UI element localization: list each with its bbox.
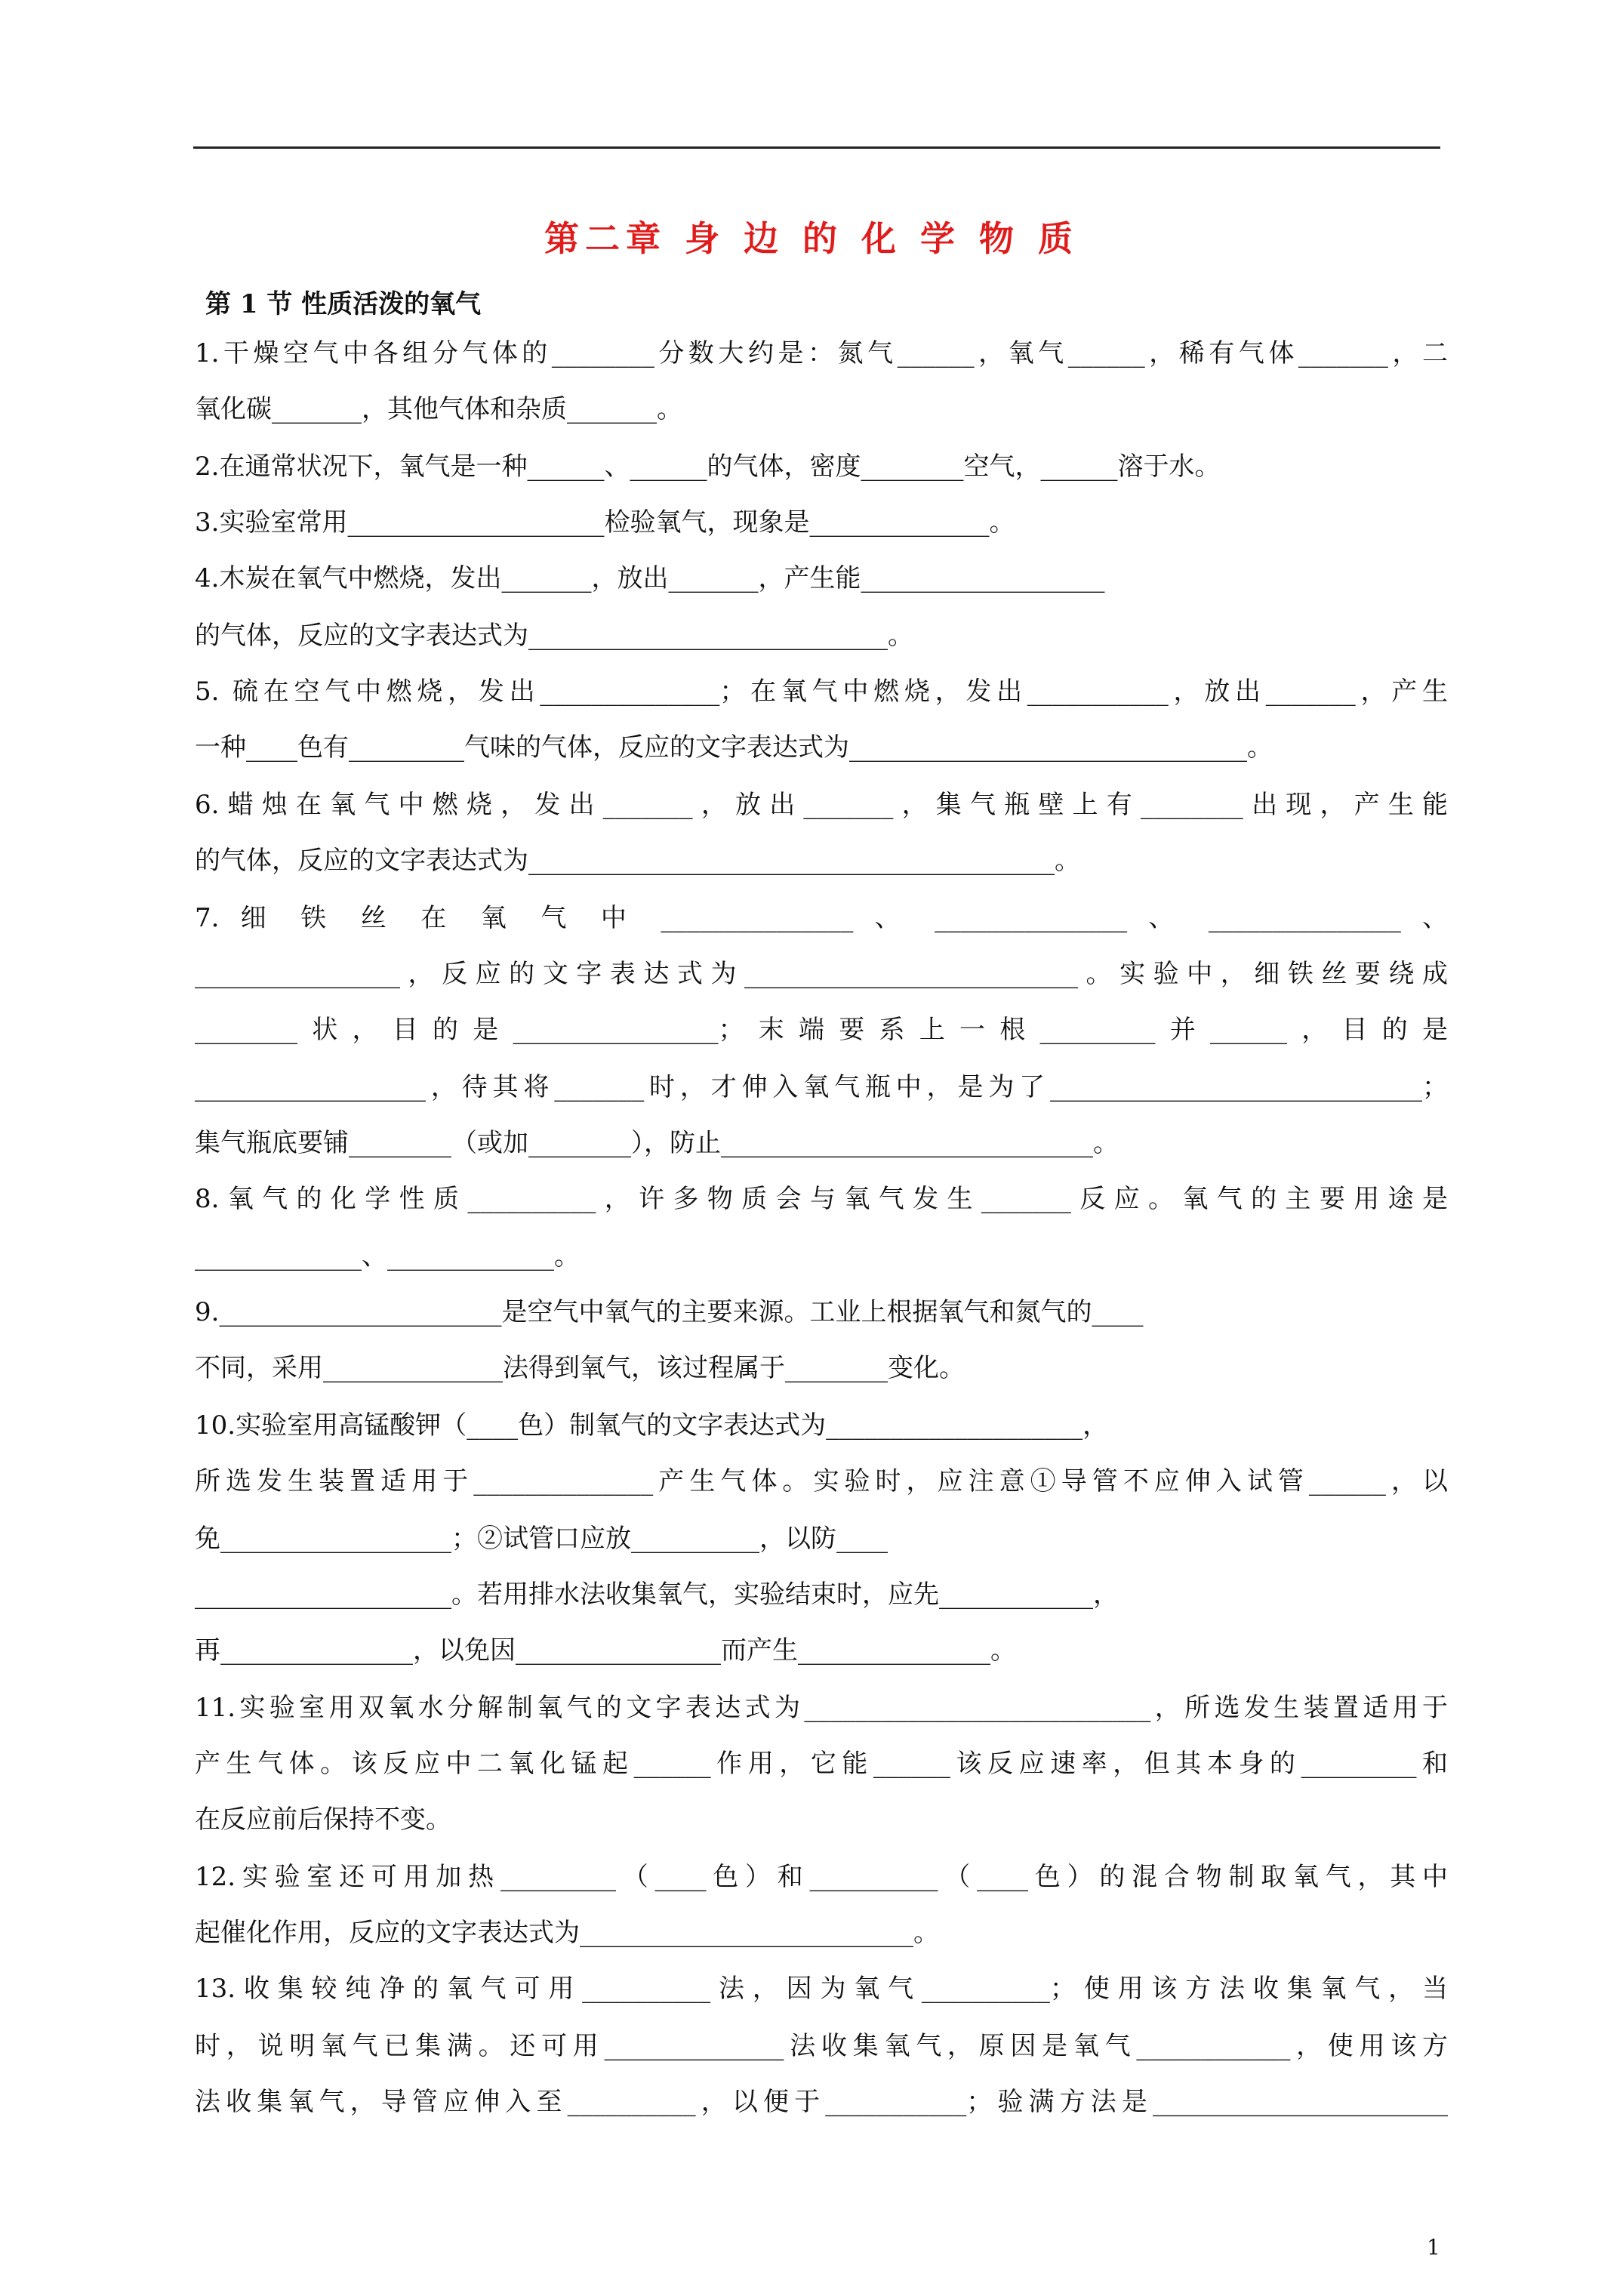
- question-line: 不同，采用______________法得到氧气，该过程属于________变化。: [195, 1353, 965, 1383]
- question-line: 氧化碳_______，其他气体和杂质_______。: [195, 394, 682, 424]
- question-line: 12.实验室还可用加热_________（____色）和__________（____色）的混合物制取氧气，其中: [195, 1862, 1448, 1892]
- question-line: __________________，待其将_______时，才伸入氧气瓶中，是为了_____________________________；: [195, 1072, 1448, 1102]
- question-line: 2.在通常状况下，氧气是一种______、______的气体，密度________空气，______溶于水。: [195, 451, 1221, 482]
- question-line: 的气体，反应的文字表达式为_________________________________________。: [195, 846, 1080, 876]
- question-line: 11.实验室用双氧水分解制氧气的文字表达式为___________________________，所选发生装置适用于: [195, 1693, 1448, 1723]
- question-line: 产生气体。该反应中二氧化锰起______作用，它能______该反应速率，但其本身的_________和: [195, 1749, 1448, 1779]
- question-line: _____________、_____________。: [195, 1241, 580, 1271]
- question-line: 时，说明氧气已集满。还可用______________法收集氧气，原因是氧气____________，使用该方: [195, 2031, 1448, 2061]
- question-line: 起催化作用，反应的文字表达式为__________________________。: [195, 1918, 939, 1948]
- question-line: 5. 硫在空气中燃烧，发出______________；在氧气中燃烧，发出___________，放出_______，产生: [195, 676, 1448, 707]
- question-line: 法收集氧气，导管应伸入至__________，以便于___________；验满方法是_______________________: [195, 2087, 1448, 2117]
- question-line: 7. 细 铁 丝 在 氧 气 中 _______________ 、 _______________ 、 _______________ 、: [195, 903, 1449, 933]
- question-line: 再_______________，以免因________________而产生_______________。: [195, 1635, 1016, 1666]
- question-line: 所选发生装置适用于______________产生气体。实验时，应注意①导管不应伸入试管______，以: [195, 1466, 1448, 1496]
- chapter-title: 第二章 身 边 的 化 学 物 质: [544, 218, 1079, 259]
- page-number: 1: [1427, 2235, 1440, 2260]
- question-line: 1.干燥空气中各组分气体的________分数大约是：氮气______，氧气______，稀有气体_______，二: [195, 338, 1448, 368]
- question-line: 3.实验室常用____________________检验氧气，现象是______________。: [195, 507, 1015, 538]
- question-line: 一种____色有_________气味的气体，反应的文字表达式为_______________________________。: [195, 732, 1273, 763]
- question-line: ________________，反应的文字表达式为__________________________。实验中，细铁丝要绕成: [195, 959, 1448, 989]
- question-line: 8.氧气的化学性质__________，许多物质会与氧气发生_______反应。氧气的主要用途是: [195, 1184, 1448, 1214]
- question-line: 9.______________________是空气中氧气的主要来源。工业上根据氧气和氮气的____: [195, 1297, 1144, 1327]
- question-line: 免__________________；②试管口应放__________，以防____: [195, 1524, 888, 1554]
- question-line: 在反应前后保持不变。: [195, 1804, 451, 1835]
- question-line: 10.实验室用高锰酸钾（____色）制氧气的文字表达式为____________________，: [195, 1410, 1109, 1441]
- question-line: ________状，目的是________________；末端要系上一根_________并______，目的是: [195, 1015, 1448, 1045]
- question-line: 6.蜡烛在氧气中燃烧，发出_______，放出_______，集气瓶壁上有________出现，产生能: [195, 790, 1448, 820]
- header-rule: [193, 146, 1440, 149]
- question-line: ____________________。若用排水法收集氧气，实验结束时，应先____________，: [195, 1579, 1119, 1610]
- question-line: 13.收集较纯净的氧气可用__________法，因为氧气__________；使用该方法收集氧气，当: [195, 1974, 1448, 2004]
- question-line: 4.木炭在氧气中燃烧，发出_______，放出_______，产生能___________________: [195, 563, 1105, 593]
- section-heading: 第 1 节 性质活泼的氧气: [205, 289, 482, 319]
- question-line: 的气体，反应的文字表达式为____________________________。: [195, 621, 913, 651]
- question-line: 集气瓶底要铺________（或加________），防止_____________________________。: [195, 1128, 1119, 1158]
